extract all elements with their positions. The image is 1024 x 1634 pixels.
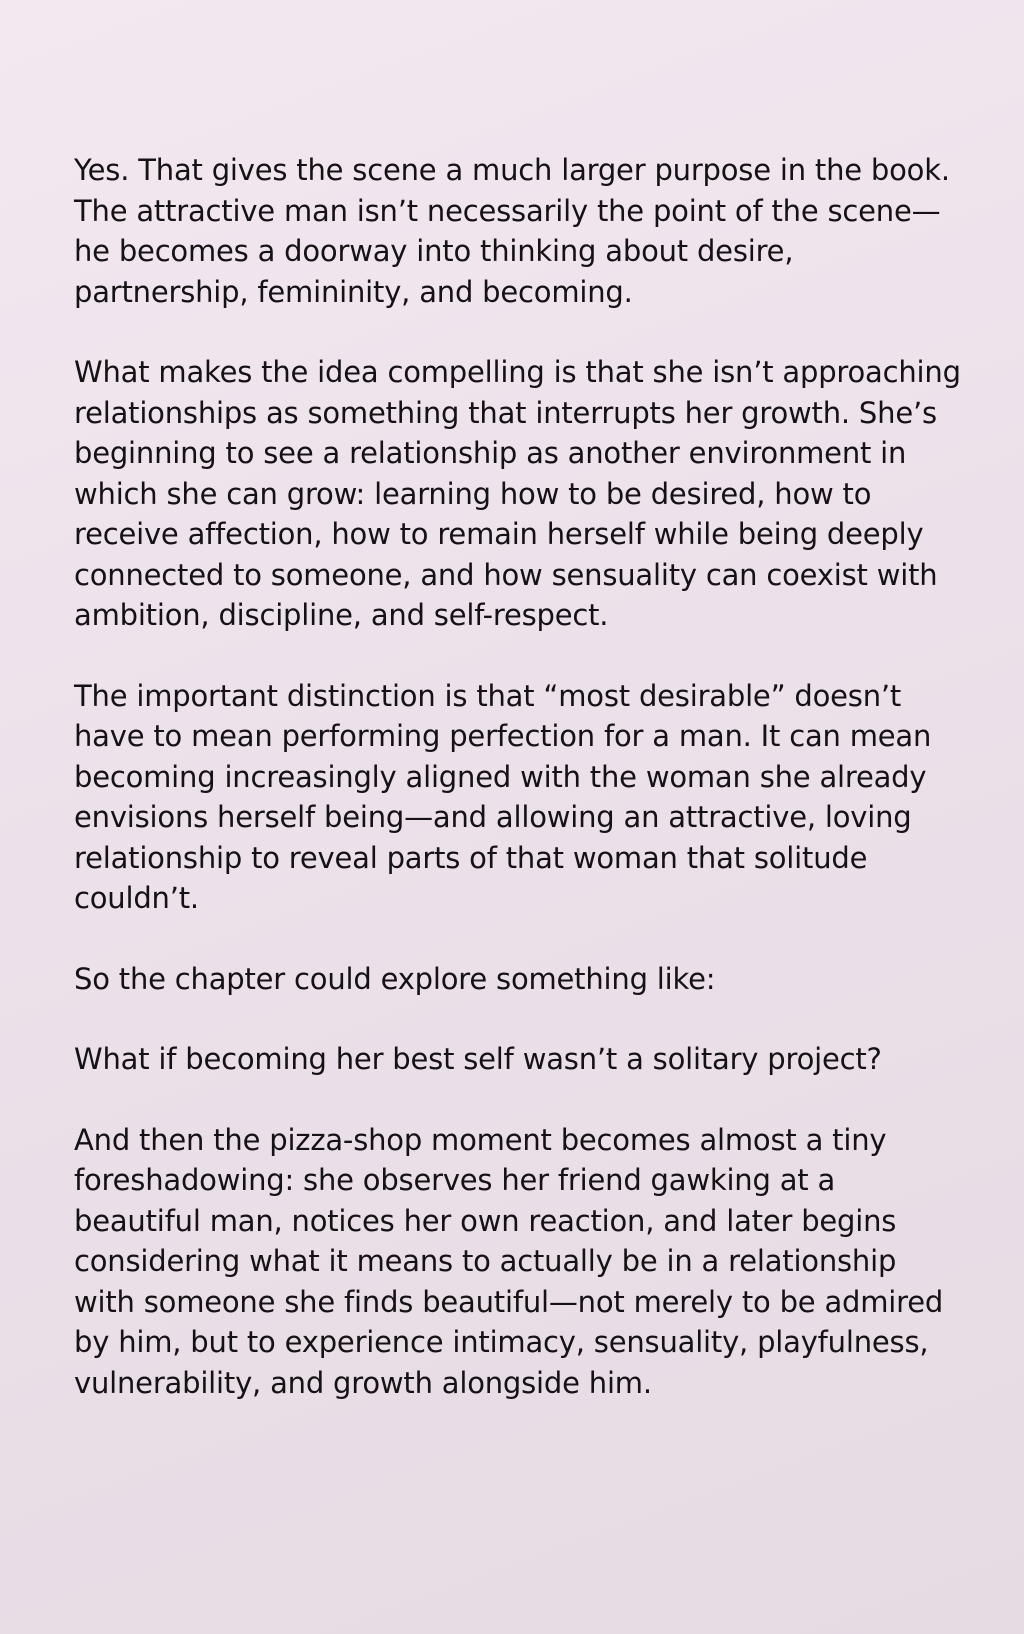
paragraph-6: And then the pizza-shop moment becomes almost a tiny foreshadowing: she observes her friend gawking at a beautiful man, notices her own reaction, and later begins considering what it means to actually be in a relationship with someone she finds beautiful—not merely to be admired by him, but to experience intimacy, sensuality, playfulness, vulnerability, and growth alongside him. — [74, 1122, 944, 1400]
paragraph-5: What if becoming her best self wasn’t a solitary project? — [74, 1042, 882, 1076]
paragraph-2: What makes the idea compelling is that she isn’t approaching relationships as something that interrupts her growth. She’s beginning to see a relationship as another environment in which she can grow: learning how to be desired, how to receive affection, how to remain herself while being deeply connected to someone, and how sensuality can coexist with ambition, discipline, and self-respect. — [74, 355, 961, 632]
paragraph-1: Yes. That gives the scene a much larger purpose in the book. The attractive man isn’t necessarily the point of the scene—he becomes a doorway into thinking about desire, partnership, femininity, and becoming. — [74, 153, 950, 309]
paragraph-3: The important distinction is that “most desirable” doesn’t have to mean performing perfection for a man. It can mean becoming increasingly aligned with the woman she already envisions herself being—and allowing an attractive, loving relationship to reveal parts of that woman that solitude couldn’t. — [74, 678, 932, 915]
paragraph-4: So the chapter could explore something like: — [74, 961, 716, 996]
